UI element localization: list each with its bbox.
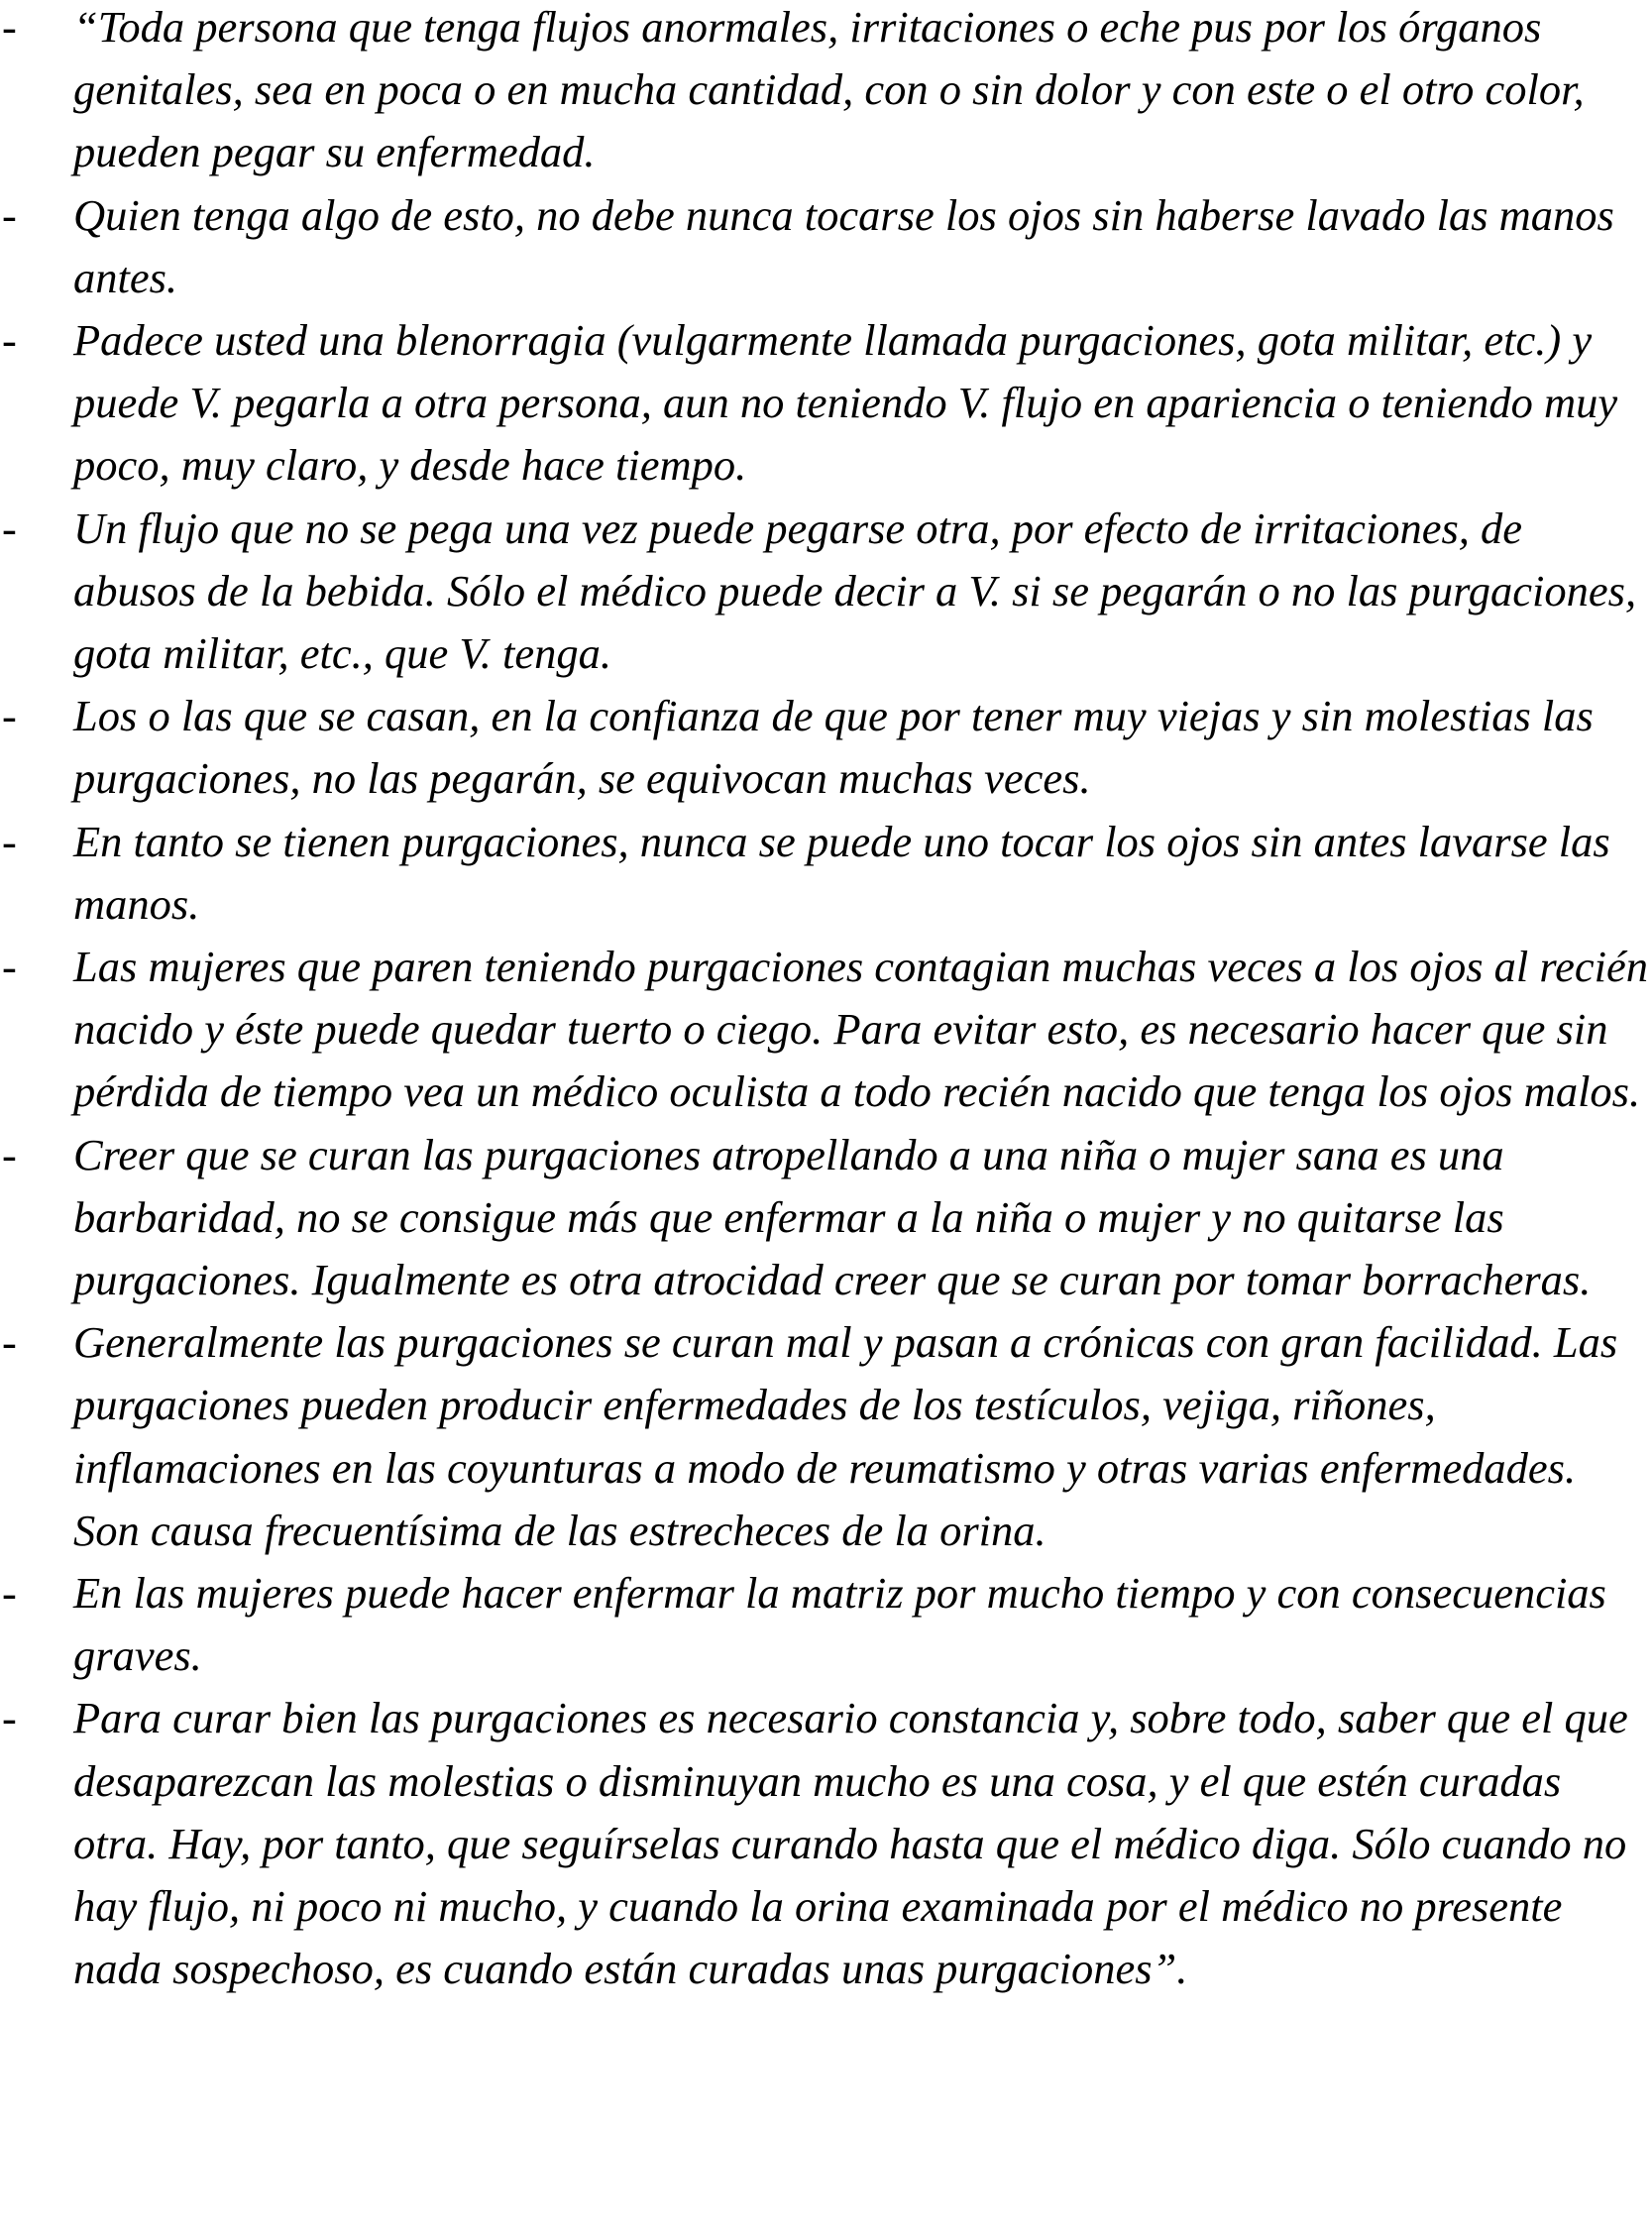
list-item-text: Padece usted una blenorragia (vulgarmente llamada purgaciones, gota militar, etc.) y puede V. pegarla a otra persona, aun no teniendo V. flujo en apariencia o teniendo muy poco, muy claro, y desde hace tiempo. (73, 315, 1618, 491)
list-item-text: En tanto se tienen purgaciones, nunca se puede uno tocar los ojos sin antes lavarse las manos. (73, 816, 1610, 929)
list-item-text: Generalmente las purgaciones se curan mal y pasan a crónicas con gran facilidad. Las purgaciones pueden producir enfermedades de los testículos, vejiga, riñones, inflamaciones en las coyunturas a modo de reumatismo y otras varias enfermedades. Son causa frecuentísima de las estrecheces de la orina. (73, 1317, 1618, 1555)
bullet-dash: - (2, 942, 17, 992)
bullet-dash: - (2, 315, 17, 366)
list-item-text: En las mujeres puede hacer enfermar la matriz por mucho tiempo y con consecuencias graves. (73, 1568, 1606, 1681)
list-item-text: Para curar bien las purgaciones es necesario constancia y, sobre todo, saber que el que desaparezcan las molestias o disminuyan mucho es una cosa, y el que estén curadas otra. Hay, por tanto, que seguírselas curando hasta que el médico diga. Sólo cuando no hay flujo, ni poco ni mucho, y cuando la orina examinada por el médico no presente nada sospechoso, es cuando están curadas unas purgaciones”. (73, 1693, 1628, 1994)
bullet-dash: - (2, 1317, 17, 1368)
bullet-dash: - (2, 1568, 17, 1619)
list-item (0, 936, 1652, 1124)
list-item-text: Las mujeres que paren teniendo purgaciones contagian muchas veces a los ojos al recién nacido y éste puede quedar tuerto o ciego. Para evitar esto, es necesario hacer que sin pérdida de tiempo vea un médico oculista a todo recién nacido que tenga los ojos malos. (73, 942, 1648, 1117)
list-item (0, 309, 1652, 498)
bullet-dash: - (2, 816, 17, 866)
list-item-text: Un flujo que no se pega una vez puede pegarse otra, por efecto de irritaciones, de abusos de la bebida. Sólo el médico puede decir a V. si se pegarán o no las purgaciones, gota militar, etc., que V. tenga. (73, 503, 1637, 679)
list-item (0, 1687, 1652, 2000)
bullet-dash: - (2, 189, 17, 240)
list-item (0, 0, 1652, 184)
list-item (0, 811, 1652, 936)
list-item-text: Quien tenga algo de esto, no debe nunca tocarse los ojos sin haberse lavado las manos antes. (73, 189, 1614, 302)
bullet-dash: - (2, 691, 17, 741)
list-item (0, 498, 1652, 686)
bullet-dash: - (2, 2, 17, 52)
bullet-dash: - (2, 1129, 17, 1179)
list-item (0, 184, 1652, 309)
bullet-dash: - (2, 503, 17, 553)
list-item (0, 1311, 1652, 1562)
list-item (0, 1124, 1652, 1312)
list-item (0, 1562, 1652, 1687)
list-item-text: Creer que se curan las purgaciones atropellando a una niña o mujer sana es una barbaridad, no se consigue más que enfermar a la niña o mujer y no quitarse las purgaciones. Igualmente es otra atrocidad creer que se curan por tomar borracheras. (73, 1129, 1592, 1305)
list-item-text: “Toda persona que tenga flujos anormales, irritaciones o eche pus por los órganos genitales, sea en poca o en mucha cantidad, con o sin dolor y con este o el otro color, pueden pegar su enfermedad. (73, 2, 1585, 177)
list-item-text: Los o las que se casan, en la confianza de que por tener muy viejas y sin molestias las purgaciones, no las pegarán, se equivocan muchas veces. (73, 691, 1594, 804)
bullet-dash: - (2, 1693, 17, 1743)
list-item (0, 685, 1652, 810)
